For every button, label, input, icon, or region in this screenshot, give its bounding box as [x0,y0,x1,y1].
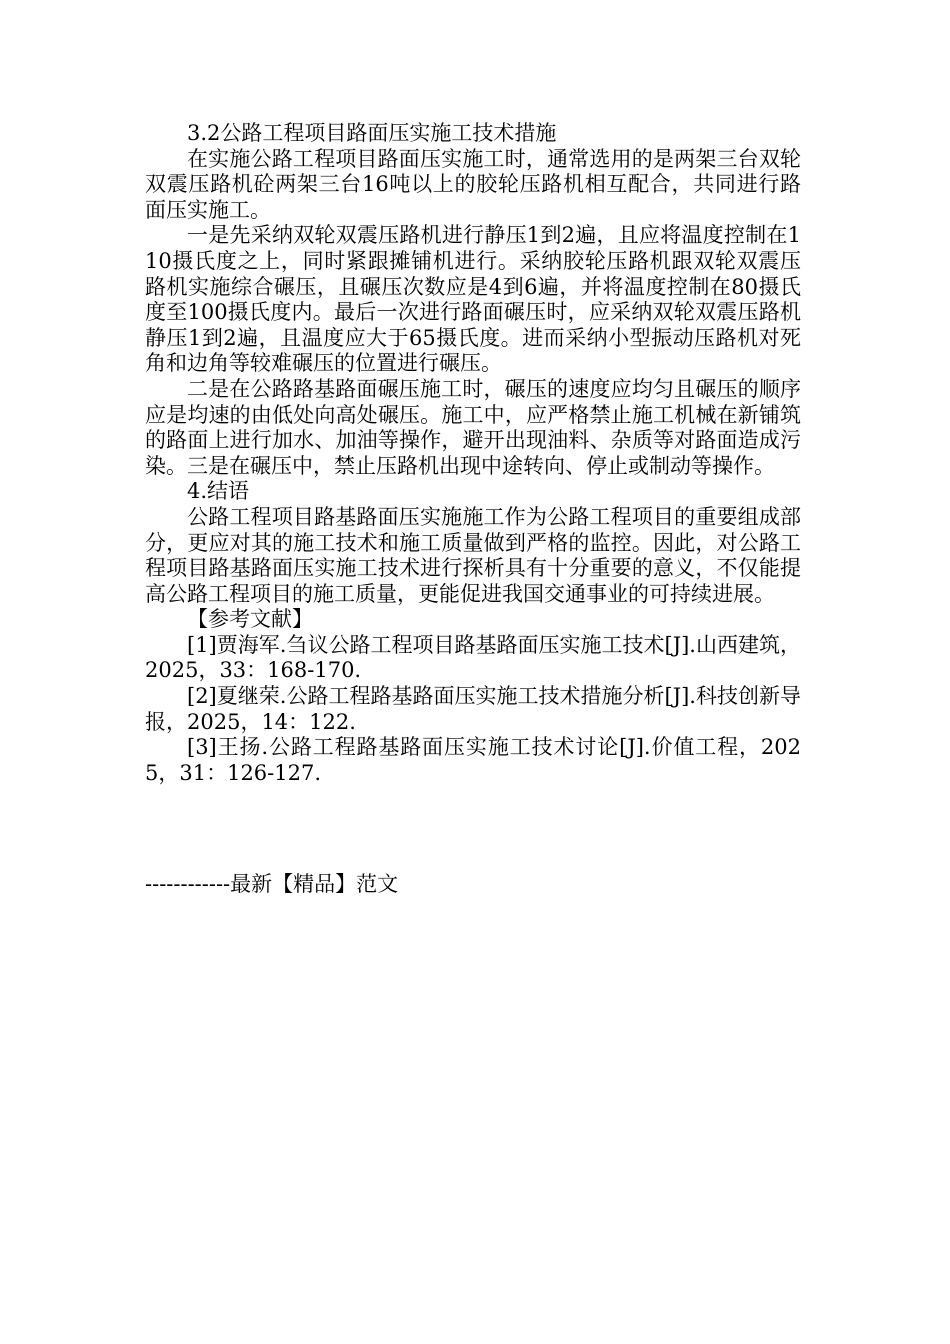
reference-item-1: [1]贾海军.刍议公路工程项目路基路面压实施工技术[J].山西建筑，2025，33：168-170. [145,632,801,683]
reference-item-3: [3]王扬.公路工程路基路面压实施工技术讨论[J].价值工程，2025，31：126-127. [145,735,801,785]
reference-item-2: [2]夏继荣.公路工程路基路面压实施工技术措施分析[J].科技创新导报，2025，14：122. [145,684,801,734]
footer-tagline: ------------最新【精品】范文 [145,872,399,896]
paragraph-step-two: 二是在公路路基路面碾压施工时，碾压的速度应均匀且碾压的顺序应是均速的由低处向高处碾压。施工中，应严格禁止施工机械在新铺筑的路面上进行加水、加油等操作，避开出现油料、杂质等对路面造成污染。三是在碾压中，禁止压路机出现中途转向、停止或制动等操作。 [145,376,801,478]
document-body [145,121,801,786]
section-heading: 3.2公路工程项目路面压实施工技术措施 [187,121,557,145]
paragraph-intro: 在实施公路工程项目路面压实施工时，通常选用的是两架三台双轮双震压路机砼两架三台16吨以上的胶轮压路机相互配合，共同进行路面压实施工。 [145,146,801,222]
paragraph-step-one: 一是先采纳双轮双震压路机进行静压1到2遍，且应将温度控制在110摄氏度之上，同时紧跟摊铺机进行。采纳胶轮压路机跟双轮双震压路机实施综合碾压，且碾压次数应是4到6遍，并将温度控制在80摄氏度至100摄氏度内。最后一次进行路面碾压时，应采纳双轮双震压路机静压1到2遍，且温度应大于65摄氏度。进而采纳小型振动压路机对死角和边角等较难碾压的位置进行碾压。 [145,223,801,376]
conclusion-paragraph: 公路工程项目路基路面压实施施工作为公路工程项目的重要组成部分，更应对其的施工技术和施工质量做到严格的监控。因此，对公路工程项目路基路面压实施工技术进行探析具有十分重要的意义，不仅能提高公路工程项目的施工质量，更能促进我国交通事业的可持续进展。 [145,504,801,606]
conclusion-heading: 4.结语 [187,479,250,504]
references-heading: 【参考文献】 [187,607,313,632]
